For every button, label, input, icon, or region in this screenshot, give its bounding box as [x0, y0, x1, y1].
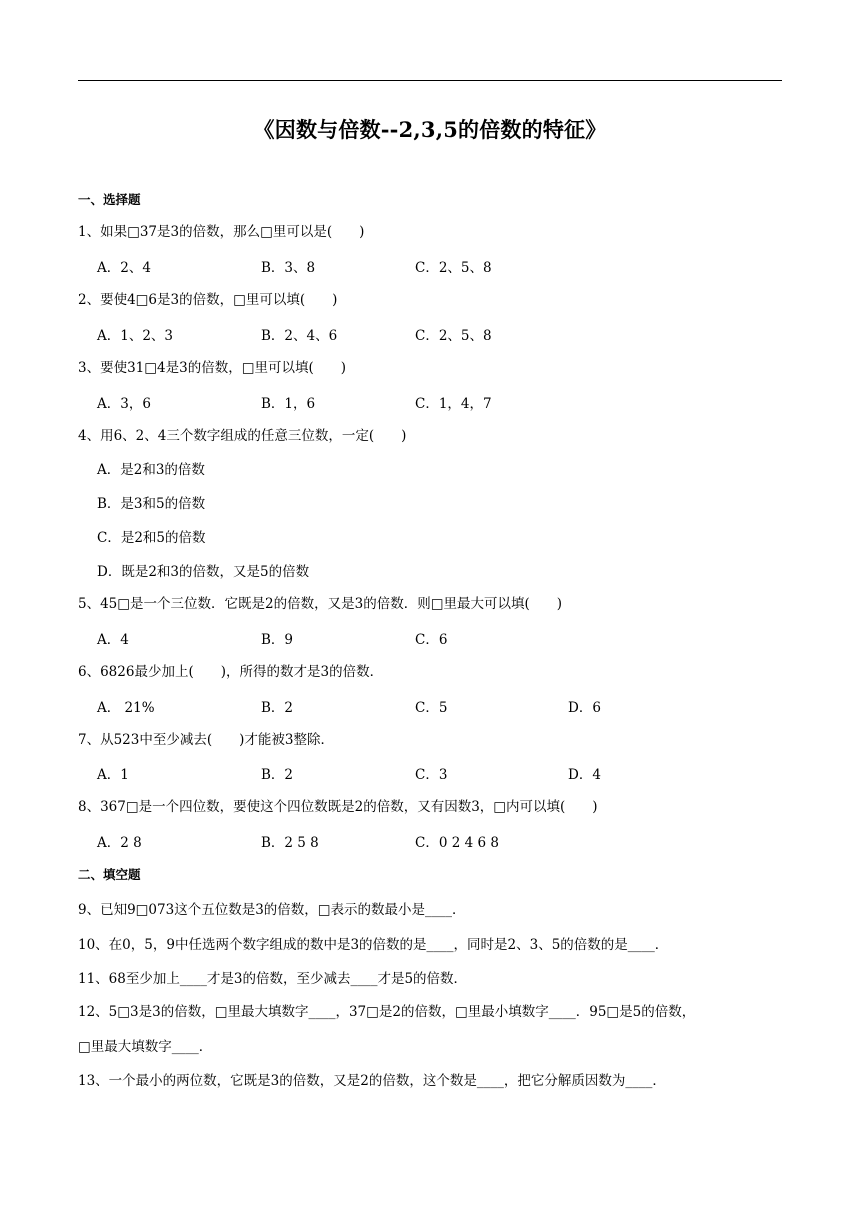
header-rule — [78, 80, 782, 81]
option-b: B．2、4、6 — [261, 328, 338, 344]
question-12-continued: □里最大填数字____． — [78, 1039, 213, 1055]
question-2: 2、要使4□6是3的倍数，□里可以填( ) — [78, 292, 338, 308]
section-heading-fill: 二、填空题 — [78, 867, 141, 882]
question-5: 5、45□是一个三位数．它既是2的倍数，又是3的倍数．则□里最大可以填( ) — [78, 596, 562, 612]
option-b: B．2 — [261, 700, 294, 716]
option-b: B．1，6 — [261, 396, 316, 412]
option-c: C．2、5、8 — [415, 260, 492, 276]
document-title: 《因数与倍数--2,3,5的倍数的特征》 — [253, 117, 607, 142]
option-a: A．1、2、3 — [97, 328, 174, 344]
option-b: B．3、8 — [261, 260, 316, 276]
option-c: C．3 — [415, 767, 448, 783]
option-d: D．既是2和3的倍数，又是5的倍数 — [97, 564, 310, 580]
option-a: A．是2和3的倍数 — [97, 462, 205, 478]
question-7: 7、从523中至少减去( )才能被3整除． — [78, 732, 334, 748]
option-b: B．2 — [261, 767, 294, 783]
question-11: 11、68至少加上____才是3的倍数，至少减去____才是5的倍数． — [78, 971, 468, 987]
option-c: C．是2和5的倍数 — [97, 530, 206, 546]
option-c: C．5 — [415, 700, 448, 716]
question-4: 4、用6、2、4三个数字组成的任意三位数，一定( ) — [78, 428, 407, 444]
option-b: B．2 5 8 — [261, 835, 319, 851]
option-c: C．6 — [415, 632, 448, 648]
question-1: 1、如果□37是3的倍数，那么□里可以是( ) — [78, 224, 365, 240]
option-a: A．2 8 — [97, 835, 142, 851]
option-a: A． 21% — [97, 700, 155, 716]
question-6: 6、6826最少加上( )，所得的数才是3的倍数． — [78, 664, 384, 680]
option-a: A．4 — [97, 632, 129, 648]
option-c: C．0 2 4 6 8 — [415, 835, 499, 851]
question-9: 9、已知9□073这个五位数是3的倍数，□表示的数最小是____． — [78, 902, 466, 918]
option-a: A．2、4 — [97, 260, 151, 276]
section-heading-choice: 一、选择题 — [78, 192, 141, 207]
option-a: A．1 — [97, 767, 129, 783]
question-13: 13、一个最小的两位数，它既是3的倍数，又是2的倍数，这个数是____，把它分解质因数为____． — [78, 1073, 666, 1089]
option-d: D．4 — [568, 767, 601, 783]
option-a: A．3，6 — [97, 396, 151, 412]
option-c: C．1，4，7 — [415, 396, 492, 412]
option-c: C．2、5、8 — [415, 328, 492, 344]
option-d: D．6 — [568, 700, 601, 716]
option-b: B．9 — [261, 632, 294, 648]
question-12: 12、5□3是3的倍数，□里最大填数字____，37□是2的倍数，□里最小填数字____．95□是5的倍数， — [78, 1004, 696, 1020]
option-b: B．是3和5的倍数 — [97, 496, 206, 512]
question-3: 3、要使31□4是3的倍数，□里可以填( ) — [78, 360, 346, 376]
question-10: 10、在0，5，9中任选两个数字组成的数中是3的倍数的是____，同时是2、3、5的倍数的是____． — [78, 937, 669, 953]
question-8: 8、367□是一个四位数，要使这个四位数既是2的倍数，又有因数3，□内可以填( ) — [78, 799, 598, 815]
